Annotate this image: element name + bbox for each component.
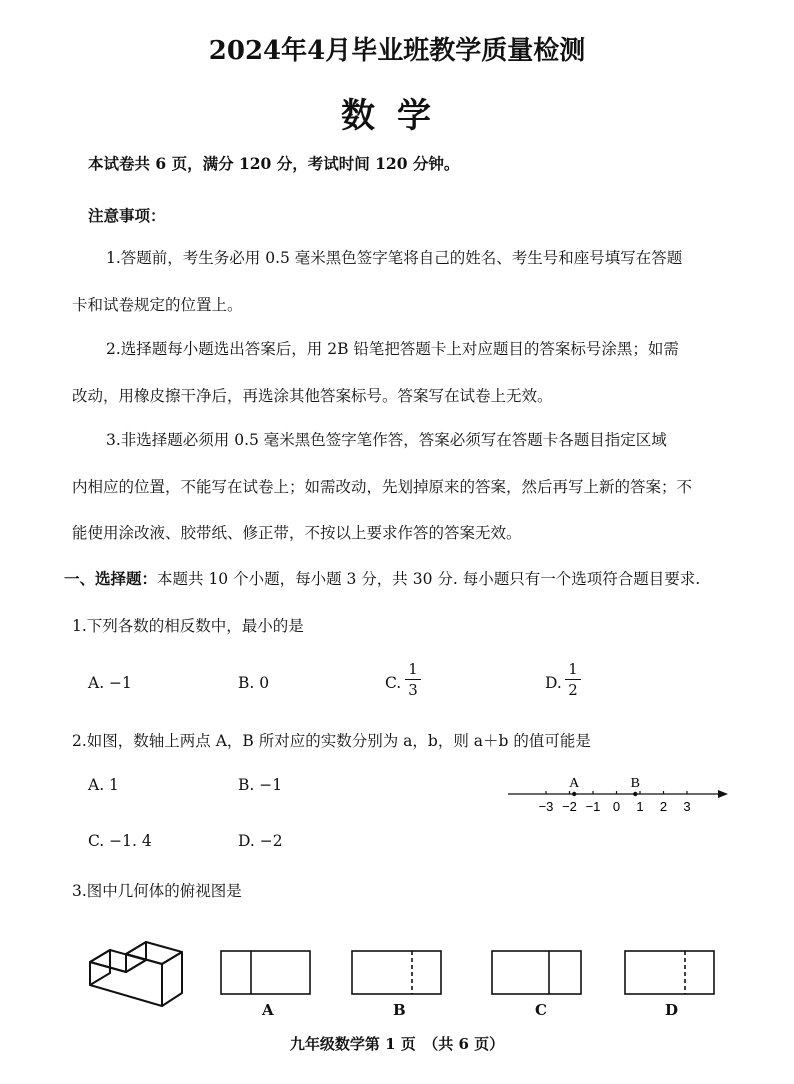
solid-front-face: [90, 954, 162, 1006]
notice-item-2-line-1: 2.选择题每小题选出答案后，用 2B 铅笔把答题卡上对应题目的答案标号涂黑；如需: [106, 340, 679, 358]
section-1-description: 本题共 10 个小题，每小题 3 分，共 30 分. 每小题只有一个选项符合题目要求.: [157, 570, 701, 588]
number-line-point-b-dot: [633, 792, 637, 796]
notice-heading: 注意事项：: [88, 206, 166, 225]
question-2-stem: 2.如图，数轴上两点 A，B 所对应的实数分别为 a，b，则 a＋b 的值可能是: [72, 732, 591, 750]
number-line-tick-label: 1: [636, 799, 644, 814]
question-1-option-b: B. 0: [238, 674, 270, 692]
option-c-view: [491, 950, 583, 996]
number-line-figure: [500, 770, 735, 820]
number-line-tick-label: 0: [612, 799, 621, 814]
question-2-option-c: C. −1. 4: [88, 832, 152, 850]
solid-right-face: [162, 952, 182, 1006]
number-line-tick-label: −2: [562, 799, 577, 814]
option-a-view: [220, 950, 312, 996]
page-footer: 九年级数学第 1 页 （共 6 页）: [289, 1035, 505, 1053]
number-line-arrowhead: [718, 790, 728, 798]
fraction-numerator: 1: [408, 660, 418, 678]
fraction-denominator: 3: [408, 681, 418, 699]
notice-item-3-line-3: 能使用涂改液、胶带纸、修正带，不按以上要求作答的答案无效。: [72, 524, 522, 542]
fraction-numerator: 1: [568, 660, 578, 678]
geometry-solid-figure: [82, 930, 206, 1014]
notice-item-1-line-1: 1.答题前，考生务必用 0.5 毫米黑色签字笔将自己的姓名、考生号和座号填写在答题: [106, 249, 683, 267]
intro-text: 本试卷共 6 页，满分 120 分，考试时间 120 分钟。: [88, 154, 460, 173]
number-line-tick-label: −1: [585, 799, 601, 814]
option-c-label: C: [535, 1001, 547, 1019]
option-b-label: B: [393, 1001, 406, 1019]
exam-title: 2024年4月毕业班教学质量检测: [208, 36, 586, 66]
option-d-label: D: [665, 1001, 679, 1019]
notice-item-2-line-2: 改动，用橡皮擦干净后，再选涂其他答案标号。答案写在试卷上无效。: [72, 387, 553, 405]
question-2-option-b: B. −1: [238, 776, 283, 794]
number-line-point-b-label: B: [630, 776, 640, 791]
subject-title: 数学: [341, 96, 453, 136]
question-1-stem: 1.下列各数的相反数中，最小的是: [72, 617, 304, 635]
section-1-heading: 一、选择题：: [64, 569, 158, 588]
notice-item-3-line-1: 3.非选择题必须用 0.5 毫米黑色签字笔作答，答案必须写在答题卡各题目指定区域: [106, 431, 667, 449]
number-line-tick-label: 2: [659, 799, 668, 814]
question-1-option-d-fraction: [565, 661, 581, 698]
question-2-option-a: A. 1: [88, 776, 119, 794]
fraction-bar: [565, 679, 581, 680]
fraction-bar: [405, 679, 421, 680]
fraction-denominator: 2: [568, 681, 578, 699]
option-a-label: A: [262, 1001, 274, 1019]
question-2-option-d: D. −2: [238, 832, 283, 850]
number-line-point-a-label: A: [569, 776, 580, 791]
question-1-option-a: A. −1: [88, 674, 132, 692]
question-3-stem: 3.图中几何体的俯视图是: [72, 882, 242, 900]
question-1-option-c-prefix: C.: [385, 674, 402, 692]
solid-low-top: [90, 950, 146, 972]
number-line-point-a-dot: [572, 792, 576, 796]
question-1-option-c-fraction: [405, 661, 421, 698]
number-line-tick-label: −3: [538, 799, 554, 814]
option-b-view: [351, 950, 443, 996]
notice-item-1-line-2: 卡和试卷规定的位置上。: [72, 296, 243, 314]
question-1-option-d-prefix: D.: [545, 674, 562, 692]
section-1-line: [64, 567, 700, 589]
option-d-view: [624, 950, 716, 996]
solid-high-top: [126, 942, 182, 964]
notice-item-3-line-2: 内相应的位置，不能写在试卷上；如需改动，先划掉原来的答案，然后再写上新的答案；不: [72, 478, 693, 496]
number-line-tick-label: 3: [683, 799, 691, 814]
